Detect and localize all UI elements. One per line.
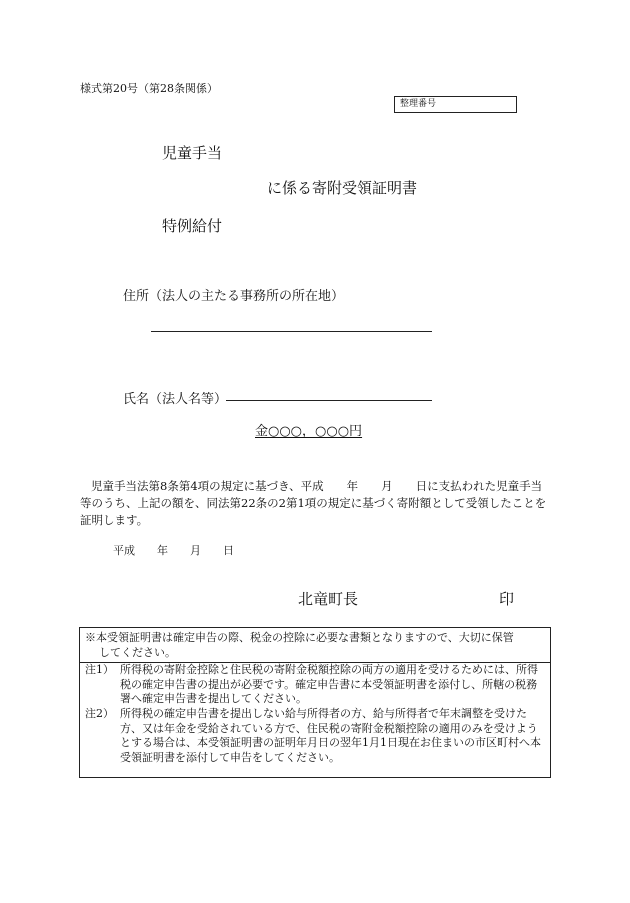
note-text: 所得税の確定申告書を提出しない給与所得者の方、給与所得者で年末調整を受けた方、又は年金を受給されている方で、住民税の寄附金税額控除の適用のみを受けようとする場合は、本受領証明書の証明年月日の翌年1月1日現在お住まいの市区町村へ本受領証明書を添付して申告をしてください。 bbox=[120, 706, 541, 764]
certification-text: 児童手当法第8条第4項の規定に基づき、平成 年 月 日に支払われた児童手当等のうち、上記の額を、同法第22条の2第1項の規定に基づく寄附額として受領したことを証明します。 bbox=[80, 479, 547, 527]
issuer-name: 北竜町長 bbox=[298, 590, 359, 608]
donation-amount: 金○○○，○○○円 bbox=[255, 424, 363, 439]
notes-box bbox=[79, 627, 551, 778]
note-text: 所得税の寄附金控除と住民税の寄附金税額控除の両方の適用を受けるためには、所得税の確定申告書の提出が必要です。確定申告書に本受領証明書を添付し、所轄の税務署へ確定申告書を提出してください。 bbox=[120, 663, 538, 706]
notice-line-1: ※本受領証明書は確定申告の際、税金の控除に必要な書類となりますので、大切に保管 bbox=[85, 631, 514, 644]
name-field-line bbox=[226, 400, 432, 401]
title-line-3: 特例給付 bbox=[162, 217, 223, 235]
note-label: 注1） bbox=[85, 663, 114, 677]
title-line-2: に係る寄附受領証明書 bbox=[267, 179, 418, 197]
issue-date: 平成 年 月 日 bbox=[113, 544, 234, 557]
address-field-line bbox=[151, 331, 432, 332]
note-label: 注2） bbox=[85, 706, 114, 720]
title-line-1: 児童手当 bbox=[162, 144, 223, 162]
reference-number-box bbox=[394, 96, 517, 113]
note-item bbox=[80, 707, 550, 765]
form-number: 様式第20号（第28条関係） bbox=[80, 82, 218, 95]
name-label: 氏名（法人名等） bbox=[123, 392, 228, 407]
note-item bbox=[80, 663, 550, 707]
address-label: 住所（法人の主たる事務所の所在地） bbox=[123, 289, 345, 304]
reference-number-label: 整理番号 bbox=[400, 99, 437, 109]
notice-section bbox=[80, 628, 550, 663]
seal-mark: 印 bbox=[499, 590, 515, 608]
notice-line-2: してください。 bbox=[99, 645, 176, 659]
